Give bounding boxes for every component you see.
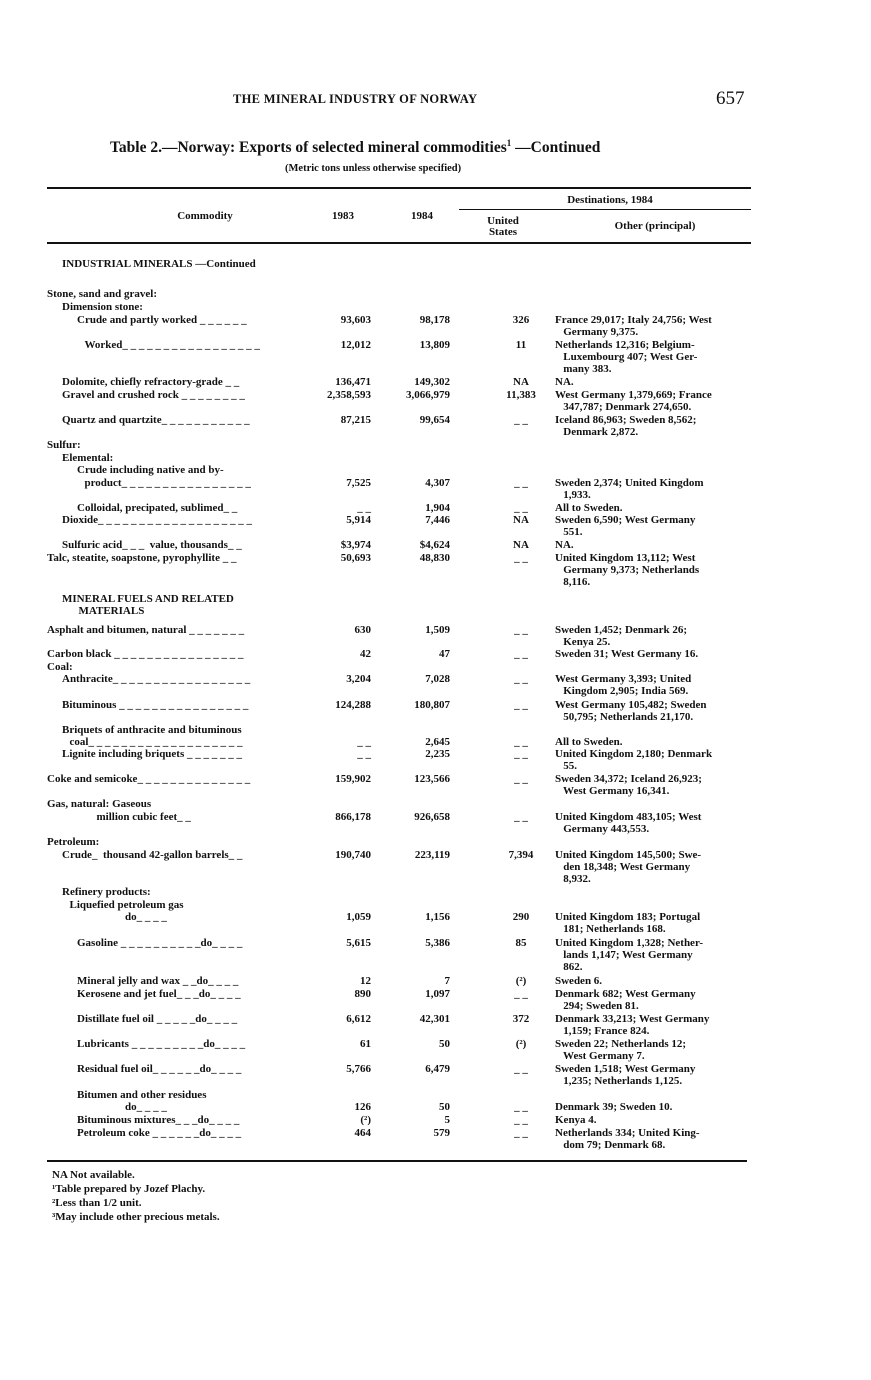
united-states-cell: 11,383 xyxy=(506,389,536,401)
header-1984: 1984 xyxy=(411,210,433,222)
header-other-principal: Other (principal) xyxy=(614,220,696,232)
value-1984-cell: 6,479 xyxy=(425,1063,450,1075)
value-1983-cell: 126 xyxy=(354,1101,371,1113)
commodity-cell: Bitumen and other residues xyxy=(77,1089,207,1101)
united-states-cell: NA xyxy=(513,539,529,551)
united-states-cell: 11 xyxy=(515,339,527,351)
other-principal-cell: West Germany 105,482; Sweden 50,795; Netherlands 21,170. xyxy=(555,699,707,723)
other-principal-cell: Sweden 2,374; United Kingdom 1,933. xyxy=(555,477,704,501)
value-1983-cell: 5,914 xyxy=(346,514,371,526)
value-1984-cell: 180,807 xyxy=(414,699,450,711)
value-1983-cell: 5,766 xyxy=(346,1063,371,1075)
commodity-cell: Talc, steatite, soapstone, pyrophyllite _ _ xyxy=(47,552,237,564)
united-states-cell: 326 xyxy=(512,314,530,326)
united-states-cell: _ _ xyxy=(514,699,528,711)
value-1983-cell: 124,288 xyxy=(335,699,371,711)
value-1984-cell: 579 xyxy=(433,1127,450,1139)
commodity-cell: Crude_ thousand 42-gallon barrels_ _ xyxy=(62,849,243,861)
other-principal-cell: Denmark 33,213; West Germany 1,159; France 824. xyxy=(555,1013,710,1037)
table-bottom-rule xyxy=(47,1160,747,1162)
united-states-cell: _ _ xyxy=(514,748,528,760)
value-1984-cell: 50 xyxy=(439,1101,450,1113)
commodity-cell: Kerosene and jet fuel_ _ _do_ _ _ _ xyxy=(77,988,241,1000)
value-1983-cell: 12 xyxy=(360,975,371,987)
value-1984-cell: 223,119 xyxy=(414,849,450,861)
value-1983-cell: _ _ xyxy=(357,502,371,514)
commodity-cell: Briquets of anthracite and bituminous xyxy=(62,724,242,736)
value-1984-cell: 1,509 xyxy=(425,624,450,636)
united-states-cell: _ _ xyxy=(514,477,528,489)
united-states-cell: NA xyxy=(513,514,529,526)
united-states-cell: _ _ xyxy=(514,1101,528,1113)
value-1984-cell: $4,624 xyxy=(419,539,450,551)
other-principal-cell: United Kingdom 183; Portugal 181; Netherlands 168. xyxy=(555,911,701,935)
commodity-cell: Asphalt and bitumen, natural _ _ _ _ _ _ _ xyxy=(47,624,245,636)
table-title-footnote-ref: 1 xyxy=(506,138,512,148)
other-principal-cell: Kenya 4. xyxy=(555,1114,597,1126)
running-head: THE MINERAL INDUSTRY OF NORWAY xyxy=(233,92,478,106)
value-1983-cell: 12,012 xyxy=(340,339,371,351)
footnote: NA Not available. xyxy=(52,1169,135,1181)
value-1983-cell: 2,358,593 xyxy=(327,389,371,401)
commodity-cell: Gas, natural: Gaseous xyxy=(47,798,152,810)
commodity-cell: Refinery products: xyxy=(62,886,151,898)
footnote: ³May include other precious metals. xyxy=(52,1211,220,1223)
commodity-cell: Distillate fuel oil _ _ _ _ _do_ _ _ _ xyxy=(77,1013,238,1025)
value-1984-cell: 7 xyxy=(444,975,450,987)
value-1983-cell: 93,603 xyxy=(340,314,371,326)
commodity-cell: Petroleum coke _ _ _ _ _ _do_ _ _ _ xyxy=(77,1127,242,1139)
commodity-cell: Gravel and crushed rock _ _ _ _ _ _ _ _ xyxy=(62,389,245,401)
united-states-cell: _ _ xyxy=(514,414,528,426)
united-states-cell: _ _ xyxy=(514,624,528,636)
other-principal-cell: Netherlands 334; United King- dom 79; Denmark 68. xyxy=(555,1127,700,1151)
commodity-cell: Residual fuel oil_ _ _ _ _ _do_ _ _ _ xyxy=(77,1063,242,1075)
other-principal-cell: Sweden 1,518; West Germany 1,235; Netherlands 1,125. xyxy=(555,1063,696,1087)
commodity-cell: Lubricants _ _ _ _ _ _ _ _ _do_ _ _ _ xyxy=(77,1038,246,1050)
value-1983-cell: 630 xyxy=(354,624,371,636)
commodity-cell: Crude including native and by- xyxy=(77,464,224,476)
commodity-cell: million cubic feet_ _ xyxy=(96,811,191,823)
value-1984-cell: 926,658 xyxy=(414,811,450,823)
footnotes xyxy=(52,1168,220,1224)
value-1983-cell: 190,740 xyxy=(335,849,371,861)
value-1984-cell: 48,830 xyxy=(419,552,450,564)
united-states-cell: _ _ xyxy=(514,736,528,748)
commodity-cell: Petroleum: xyxy=(47,836,100,848)
commodity-cell: do_ _ _ _ xyxy=(125,911,167,923)
table-title-main: Table 2.—Norway: Exports of selected mineral commodities xyxy=(110,139,507,157)
footnote: ¹Table prepared by Jozef Plachy. xyxy=(52,1183,206,1195)
other-principal-cell: Sweden 22; Netherlands 12; West Germany 7. xyxy=(555,1038,687,1062)
united-states-cell: _ _ xyxy=(514,502,528,514)
value-1983-cell: 7,525 xyxy=(346,477,371,489)
commodity-cell: Anthracite_ _ _ _ _ _ _ _ _ _ _ _ _ _ _ _ _ xyxy=(62,673,251,685)
commodity-cell: do_ _ _ _ xyxy=(125,1101,167,1113)
commodity-cell: Gasoline _ _ _ _ _ _ _ _ _ _do_ _ _ _ xyxy=(77,937,243,949)
value-1984-cell: 99,654 xyxy=(419,414,450,426)
other-principal-cell: United Kingdom 483,105; West Germany 443,553. xyxy=(555,811,702,835)
united-states-cell: 372 xyxy=(512,1013,530,1025)
value-1984-cell: 50 xyxy=(439,1038,450,1050)
united-states-cell: _ _ xyxy=(514,648,528,660)
value-1984-cell: 13,809 xyxy=(419,339,450,351)
header-united-states: United States xyxy=(487,215,519,238)
united-states-cell: _ _ xyxy=(514,988,528,1000)
united-states-cell: _ _ xyxy=(514,1063,528,1075)
commodity-cell: Dimension stone: xyxy=(62,301,143,313)
value-1983-cell: _ _ xyxy=(357,736,371,748)
commodity-cell: Sulfuric acid_ _ _ value, thousands_ _ xyxy=(62,539,242,551)
commodity-cell: Lignite including briquets _ _ _ _ _ _ _ xyxy=(62,748,243,760)
other-principal-cell: Denmark 39; Sweden 10. xyxy=(555,1101,673,1113)
other-principal-cell: Sweden 34,372; Iceland 26,923; West Germany 16,341. xyxy=(555,773,702,797)
united-states-cell: _ _ xyxy=(514,673,528,685)
value-1984-cell: 123,566 xyxy=(414,773,450,785)
value-1983-cell: 42 xyxy=(360,648,371,660)
commodity-cell: Quartz and quartzite_ _ _ _ _ _ _ _ _ _ _ xyxy=(62,414,250,426)
united-states-cell: 290 xyxy=(512,911,530,923)
value-1984-cell: 7,028 xyxy=(425,673,450,685)
commodity-cell: Mineral jelly and wax _ _do_ _ _ _ xyxy=(77,975,239,987)
other-principal-cell: United Kingdom 1,328; Nether- lands 1,147; West Germany 862. xyxy=(555,937,704,973)
value-1983-cell: 890 xyxy=(354,988,371,1000)
united-states-cell: 85 xyxy=(515,937,527,949)
united-states-cell: _ _ xyxy=(514,1114,528,1126)
value-1983-cell: 61 xyxy=(360,1038,371,1050)
header-commodity: Commodity xyxy=(177,210,233,222)
header-1983: 1983 xyxy=(332,210,354,222)
commodity-cell: Dioxide_ _ _ _ _ _ _ _ _ _ _ _ _ _ _ _ _ _ _ xyxy=(62,514,253,526)
value-1983-cell: $3,974 xyxy=(340,539,371,551)
value-1984-cell: 2,645 xyxy=(425,736,450,748)
united-states-cell: _ _ xyxy=(514,1127,528,1139)
other-principal-cell: Netherlands 12,316; Belgium- Luxembourg 407; West Ger- many 383. xyxy=(555,339,698,375)
commodity-cell: Coke and semicoke_ _ _ _ _ _ _ _ _ _ _ _ _ _ xyxy=(47,773,251,785)
other-principal-cell: All to Sweden. xyxy=(555,736,623,748)
value-1983-cell: _ _ xyxy=(357,748,371,760)
commodity-cell: Worked_ _ _ _ _ _ _ _ _ _ _ _ _ _ _ _ _ xyxy=(84,339,260,351)
commodity-cell: Dolomite, chiefly refractory-grade _ _ xyxy=(62,376,240,388)
other-principal-cell: France 29,017; Italy 24,756; West Germany 9,375. xyxy=(555,314,712,338)
other-principal-cell: West Germany 3,393; United Kingdom 2,905; India 569. xyxy=(555,673,692,697)
other-principal-cell: United Kingdom 145,500; Swe- den 18,348; West Germany 8,932. xyxy=(555,849,702,885)
united-states-cell: NA xyxy=(513,376,529,388)
value-1984-cell: 1,904 xyxy=(425,502,450,514)
commodity-cell: Colloidal, precipated, sublimed_ _ xyxy=(77,502,238,514)
value-1983-cell: 87,215 xyxy=(340,414,371,426)
commodity-cell: MINERAL FUELS AND RELATED MATERIALS xyxy=(62,593,234,617)
other-principal-cell: United Kingdom 2,180; Denmark 55. xyxy=(555,748,713,772)
value-1984-cell: 98,178 xyxy=(419,314,450,326)
other-principal-cell: United Kingdom 13,112; West Germany 9,373; Netherlands 8,116. xyxy=(555,552,700,588)
value-1984-cell: 5,386 xyxy=(425,937,450,949)
other-principal-cell: NA. xyxy=(555,376,574,388)
united-states-cell: 7,394 xyxy=(508,849,534,861)
commodity-cell: Bituminous _ _ _ _ _ _ _ _ _ _ _ _ _ _ _ _ xyxy=(62,699,249,711)
value-1983-cell: 5,615 xyxy=(346,937,371,949)
value-1983-cell: 1,059 xyxy=(346,911,371,923)
united-states-cell: _ _ xyxy=(514,552,528,564)
value-1984-cell: 42,301 xyxy=(419,1013,450,1025)
table-subtitle: (Metric tons unless otherwise specified) xyxy=(285,163,462,174)
commodity-cell: Sulfur: xyxy=(47,439,81,451)
header-destinations: Destinations, 1984 xyxy=(567,194,653,206)
commodity-cell: Crude and partly worked _ _ _ _ _ _ xyxy=(77,314,247,326)
value-1984-cell: 47 xyxy=(439,648,450,660)
united-states-cell: _ _ xyxy=(514,811,528,823)
value-1983-cell: 50,693 xyxy=(340,552,371,564)
other-principal-cell: West Germany 1,379,669; France 347,787; Denmark 274,650. xyxy=(555,389,712,413)
other-principal-cell: Sweden 1,452; Denmark 26; Kenya 25. xyxy=(555,624,687,648)
page-number: 657 xyxy=(716,88,745,109)
value-1983-cell: 3,204 xyxy=(346,673,371,685)
other-principal-cell: Sweden 6,590; West Germany 551. xyxy=(555,514,696,538)
value-1983-cell: 464 xyxy=(354,1127,371,1139)
other-principal-cell: All to Sweden. xyxy=(555,502,623,514)
other-principal-cell: Sweden 6. xyxy=(555,975,603,987)
footnote: ²Less than 1/2 unit. xyxy=(52,1197,142,1209)
value-1984-cell: 149,302 xyxy=(414,376,450,388)
commodity-cell: coal_ _ _ _ _ _ _ _ _ _ _ _ _ _ _ _ _ _ _ xyxy=(69,736,243,748)
value-1983-cell: 136,471 xyxy=(335,376,371,388)
value-1984-cell: 4,307 xyxy=(425,477,450,489)
value-1984-cell: 7,446 xyxy=(425,514,450,526)
commodity-cell: Bituminous mixtures_ _ _do_ _ _ _ xyxy=(77,1114,240,1126)
table-title-tail: —Continued xyxy=(511,139,601,157)
other-principal-cell: NA. xyxy=(555,539,574,551)
value-1984-cell: 1,097 xyxy=(425,988,450,1000)
value-1984-cell: 5 xyxy=(444,1114,450,1126)
value-1984-cell: 2,235 xyxy=(425,748,450,760)
other-principal-cell: Iceland 86,963; Sweden 8,562; Denmark 2,872. xyxy=(555,414,697,438)
other-principal-cell: Sweden 31; West Germany 16. xyxy=(555,648,699,660)
value-1984-cell: 1,156 xyxy=(425,911,450,923)
united-states-cell: _ _ xyxy=(514,773,528,785)
value-1983-cell: (²) xyxy=(360,1114,371,1126)
commodity-cell: Liquefied petroleum gas xyxy=(69,899,184,911)
value-1983-cell: 159,902 xyxy=(335,773,371,785)
value-1983-cell: 6,612 xyxy=(346,1013,371,1025)
commodity-cell: INDUSTRIAL MINERALS —Continued xyxy=(62,258,256,270)
other-principal-cell: Denmark 682; West Germany 294; Sweden 81. xyxy=(555,988,696,1012)
united-states-cell: (²) xyxy=(515,1038,527,1050)
value-1983-cell: 866,178 xyxy=(335,811,371,823)
united-states-cell: (²) xyxy=(515,975,527,987)
commodity-cell: Coal: xyxy=(47,661,73,673)
commodity-cell: Stone, sand and gravel: xyxy=(47,288,158,300)
value-1984-cell: 3,066,979 xyxy=(406,389,450,401)
commodity-cell: Carbon black _ _ _ _ _ _ _ _ _ _ _ _ _ _ _ _ xyxy=(47,648,244,660)
commodity-cell: Elemental: xyxy=(62,452,114,464)
commodity-cell: product_ _ _ _ _ _ _ _ _ _ _ _ _ _ _ _ xyxy=(84,477,251,489)
